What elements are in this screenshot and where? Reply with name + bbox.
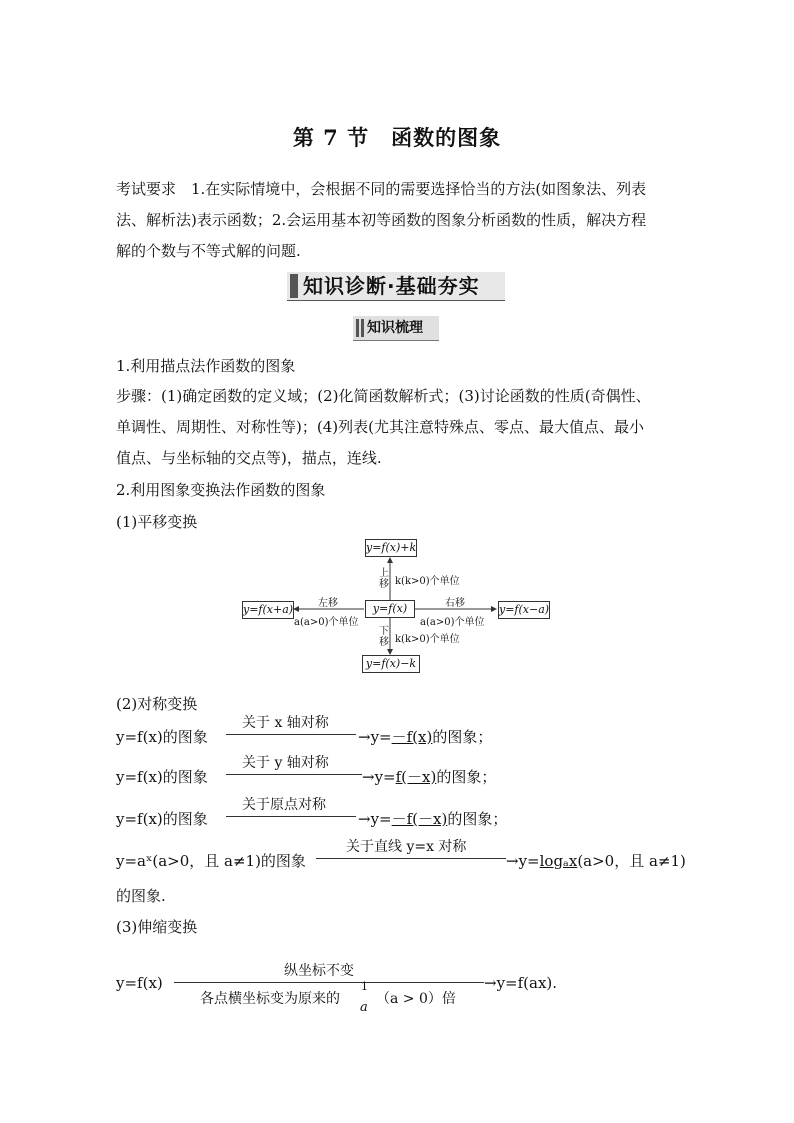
sym-rhs: →y=logₐx(a>0，且 a≠1) [506, 852, 686, 870]
stretch-row [116, 960, 586, 1020]
label-right: 右移 [445, 598, 465, 609]
cond-left: a(a>0)个单位 [294, 617, 359, 628]
translation-diagram [240, 536, 560, 676]
section1-line-2: 单调性、周期性、对称性等)；(4)列表(尤其注意特殊点、零点、最大值点、最小 [116, 418, 644, 436]
sym-arrow [226, 774, 362, 775]
sym-rhs: →y=f(－x)的图象； [362, 768, 497, 786]
section-banner [287, 272, 505, 301]
frac-den: a [360, 1000, 368, 1015]
sym-cond: 关于 x 轴对称 [242, 715, 329, 731]
label-left: 左移 [318, 598, 338, 609]
banner-text: 知识诊断·基础夯实 [303, 274, 480, 298]
frac-num: 1 [361, 980, 368, 993]
sym-arrow [226, 734, 356, 735]
sym-lhs: y=aˣ(a>0，且 a≠1)的图象 [116, 852, 306, 870]
section1-line-1: 步骤：(1)确定函数的定义域；(2)化简函数解析式；(3)讨论函数的性质(奇偶性、 [116, 387, 651, 405]
sym-arrow [226, 816, 356, 817]
requirements-line-3: 解的个数与不等式解的问题. [116, 242, 301, 260]
page-title: 第 7 节 函数的图象 [292, 125, 502, 150]
sym-rhs: →y=－f(x)的图象； [358, 728, 493, 746]
requirements-line-1: 考试要求 1.在实际情境中，会根据不同的需要选择恰当的方法(如图象法、列表 [116, 180, 647, 198]
stretch-top-cond: 纵坐标不变 [284, 963, 354, 979]
subsection-tag [353, 316, 439, 341]
section2-heading: 2.利用图象变换法作函数的图象 [116, 481, 326, 499]
section1-heading: 1.利用描点法作函数的图象 [116, 357, 296, 375]
sym-lhs: y=f(x)的图象 [116, 768, 208, 786]
stretch-heading: (3)伸缩变换 [116, 918, 198, 936]
diagram-arrows [240, 536, 560, 676]
banner-bar-icon [290, 274, 298, 298]
label-up: 上 移 [379, 568, 389, 590]
stretch-bottom-cond: 各点横坐标变为原来的 [200, 991, 340, 1007]
cond-right: a(a>0)个单位 [420, 617, 485, 628]
tag-bar-icon-2 [361, 319, 364, 337]
stretch-rhs: →y=f(ax). [484, 974, 558, 992]
sym-cond: 关于原点对称 [242, 797, 326, 813]
box-bottom: y=f(x)−k [362, 655, 420, 673]
cond-down: k(k>0)个单位 [395, 634, 460, 645]
sym-cond: 关于直线 y=x 对称 [346, 839, 467, 855]
translate-heading: (1)平移变换 [116, 513, 198, 531]
sym-arrow [316, 858, 506, 859]
tag-bar-icon [356, 319, 359, 337]
box-right: y=f(x−a) [498, 601, 550, 619]
label-down: 下 移 [379, 626, 389, 648]
stretch-lhs: y=f(x) [116, 974, 163, 992]
box-top: y=f(x)+k [365, 539, 417, 557]
sym-lhs: y=f(x)的图象 [116, 728, 208, 746]
sym-cond: 关于 y 轴对称 [242, 755, 329, 771]
cond-up: k(k>0)个单位 [395, 576, 460, 587]
stretch-arrow [174, 982, 484, 983]
section1-line-3: 值点、与坐标轴的交点等)，描点，连线. [116, 449, 382, 467]
requirements-line-2: 法、解析法)表示函数；2.会运用基本初等函数的图象分析函数的性质，解决方程 [116, 211, 647, 229]
sym-tail: 的图象. [116, 887, 166, 905]
stretch-paren: （a > 0）倍 [376, 991, 456, 1007]
symmetry-heading: (2)对称变换 [116, 695, 198, 713]
sym-lhs: y=f(x)的图象 [116, 810, 208, 828]
sym-rhs: →y=－f(－x)的图象； [358, 810, 508, 828]
tag-text: 知识梳理 [367, 320, 423, 336]
box-left: y=f(x+a) [242, 601, 294, 619]
box-center: y=f(x) [365, 600, 415, 618]
